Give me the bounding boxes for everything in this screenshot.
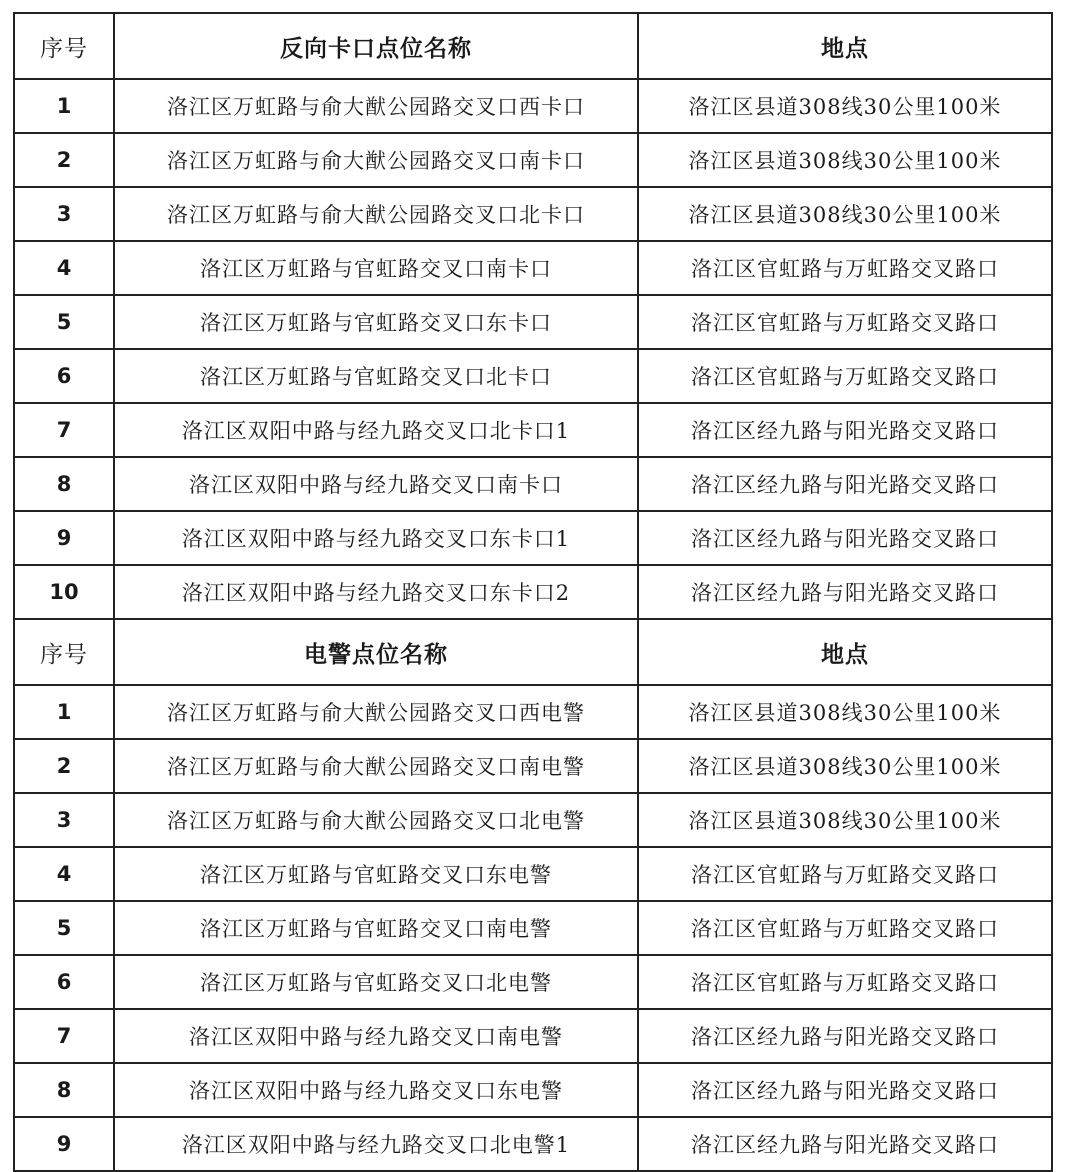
camera-locations-table xyxy=(13,12,1053,1172)
serial-number: 8 xyxy=(14,457,114,511)
table-row xyxy=(14,241,1052,295)
e-police-name: 洛江区万虹路与官虹路交叉口东电警 xyxy=(114,847,638,901)
e-police-name: 洛江区万虹路与俞大猷公园路交叉口北电警 xyxy=(114,793,638,847)
header-location: 地点 xyxy=(638,619,1052,685)
table-row xyxy=(14,1009,1052,1063)
location: 洛江区官虹路与万虹路交叉路口 xyxy=(638,241,1052,295)
table-row xyxy=(14,847,1052,901)
e-police-name: 洛江区万虹路与官虹路交叉口北电警 xyxy=(114,955,638,1009)
checkpoint-name: 洛江区万虹路与官虹路交叉口北卡口 xyxy=(114,349,638,403)
table-row xyxy=(14,901,1052,955)
serial-number: 5 xyxy=(14,901,114,955)
header-location: 地点 xyxy=(638,13,1052,79)
serial-number: 3 xyxy=(14,187,114,241)
serial-number: 3 xyxy=(14,793,114,847)
serial-number: 9 xyxy=(14,1117,114,1171)
serial-number: 6 xyxy=(14,349,114,403)
table-row xyxy=(14,739,1052,793)
checkpoint-header-row xyxy=(14,13,1052,79)
table-row xyxy=(14,457,1052,511)
table-row xyxy=(14,955,1052,1009)
checkpoint-name: 洛江区万虹路与官虹路交叉口南卡口 xyxy=(114,241,638,295)
table-row xyxy=(14,565,1052,619)
serial-number: 10 xyxy=(14,565,114,619)
checkpoint-name: 洛江区万虹路与俞大猷公园路交叉口西卡口 xyxy=(114,79,638,133)
table-row xyxy=(14,187,1052,241)
e-police-name: 洛江区双阳中路与经九路交叉口北电警1 xyxy=(114,1117,638,1171)
location: 洛江区官虹路与万虹路交叉路口 xyxy=(638,955,1052,1009)
serial-number: 7 xyxy=(14,1009,114,1063)
table-row xyxy=(14,793,1052,847)
header-serial-number: 序号 xyxy=(14,619,114,685)
checkpoint-name: 洛江区万虹路与俞大猷公园路交叉口北卡口 xyxy=(114,187,638,241)
checkpoint-name: 洛江区万虹路与俞大猷公园路交叉口南卡口 xyxy=(114,133,638,187)
serial-number: 4 xyxy=(14,241,114,295)
location: 洛江区县道308线30公里100米 xyxy=(638,685,1052,739)
serial-number: 9 xyxy=(14,511,114,565)
serial-number: 4 xyxy=(14,847,114,901)
location: 洛江区经九路与阳光路交叉路口 xyxy=(638,511,1052,565)
location: 洛江区县道308线30公里100米 xyxy=(638,187,1052,241)
header-serial-number: 序号 xyxy=(14,13,114,79)
serial-number: 2 xyxy=(14,133,114,187)
header-e-police-name: 电警点位名称 xyxy=(114,619,638,685)
location: 洛江区官虹路与万虹路交叉路口 xyxy=(638,349,1052,403)
location: 洛江区官虹路与万虹路交叉路口 xyxy=(638,847,1052,901)
checkpoint-name: 洛江区双阳中路与经九路交叉口东卡口1 xyxy=(114,511,638,565)
location: 洛江区经九路与阳光路交叉路口 xyxy=(638,457,1052,511)
serial-number: 5 xyxy=(14,295,114,349)
location: 洛江区县道308线30公里100米 xyxy=(638,133,1052,187)
serial-number: 1 xyxy=(14,685,114,739)
serial-number: 1 xyxy=(14,79,114,133)
table-row xyxy=(14,685,1052,739)
serial-number: 6 xyxy=(14,955,114,1009)
serial-number: 2 xyxy=(14,739,114,793)
e-police-header-row xyxy=(14,619,1052,685)
location: 洛江区县道308线30公里100米 xyxy=(638,739,1052,793)
e-police-name: 洛江区双阳中路与经九路交叉口东电警 xyxy=(114,1063,638,1117)
location: 洛江区县道308线30公里100米 xyxy=(638,793,1052,847)
serial-number: 8 xyxy=(14,1063,114,1117)
header-checkpoint-name: 反向卡口点位名称 xyxy=(114,13,638,79)
location: 洛江区县道308线30公里100米 xyxy=(638,79,1052,133)
checkpoint-name: 洛江区双阳中路与经九路交叉口东卡口2 xyxy=(114,565,638,619)
table-row xyxy=(14,1117,1052,1171)
table-row xyxy=(14,295,1052,349)
checkpoint-name: 洛江区双阳中路与经九路交叉口北卡口1 xyxy=(114,403,638,457)
table-row xyxy=(14,79,1052,133)
checkpoint-name: 洛江区双阳中路与经九路交叉口南卡口 xyxy=(114,457,638,511)
location: 洛江区经九路与阳光路交叉路口 xyxy=(638,1063,1052,1117)
serial-number: 7 xyxy=(14,403,114,457)
e-police-name: 洛江区万虹路与俞大猷公园路交叉口南电警 xyxy=(114,739,638,793)
location: 洛江区官虹路与万虹路交叉路口 xyxy=(638,901,1052,955)
e-police-name: 洛江区万虹路与官虹路交叉口南电警 xyxy=(114,901,638,955)
table-row xyxy=(14,511,1052,565)
table-row xyxy=(14,349,1052,403)
location: 洛江区经九路与阳光路交叉路口 xyxy=(638,1117,1052,1171)
location: 洛江区官虹路与万虹路交叉路口 xyxy=(638,295,1052,349)
location: 洛江区经九路与阳光路交叉路口 xyxy=(638,403,1052,457)
e-police-name: 洛江区万虹路与俞大猷公园路交叉口西电警 xyxy=(114,685,638,739)
table-row xyxy=(14,403,1052,457)
e-police-name: 洛江区双阳中路与经九路交叉口南电警 xyxy=(114,1009,638,1063)
checkpoint-name: 洛江区万虹路与官虹路交叉口东卡口 xyxy=(114,295,638,349)
location: 洛江区经九路与阳光路交叉路口 xyxy=(638,565,1052,619)
location: 洛江区经九路与阳光路交叉路口 xyxy=(638,1009,1052,1063)
table-row xyxy=(14,133,1052,187)
table-row xyxy=(14,1063,1052,1117)
